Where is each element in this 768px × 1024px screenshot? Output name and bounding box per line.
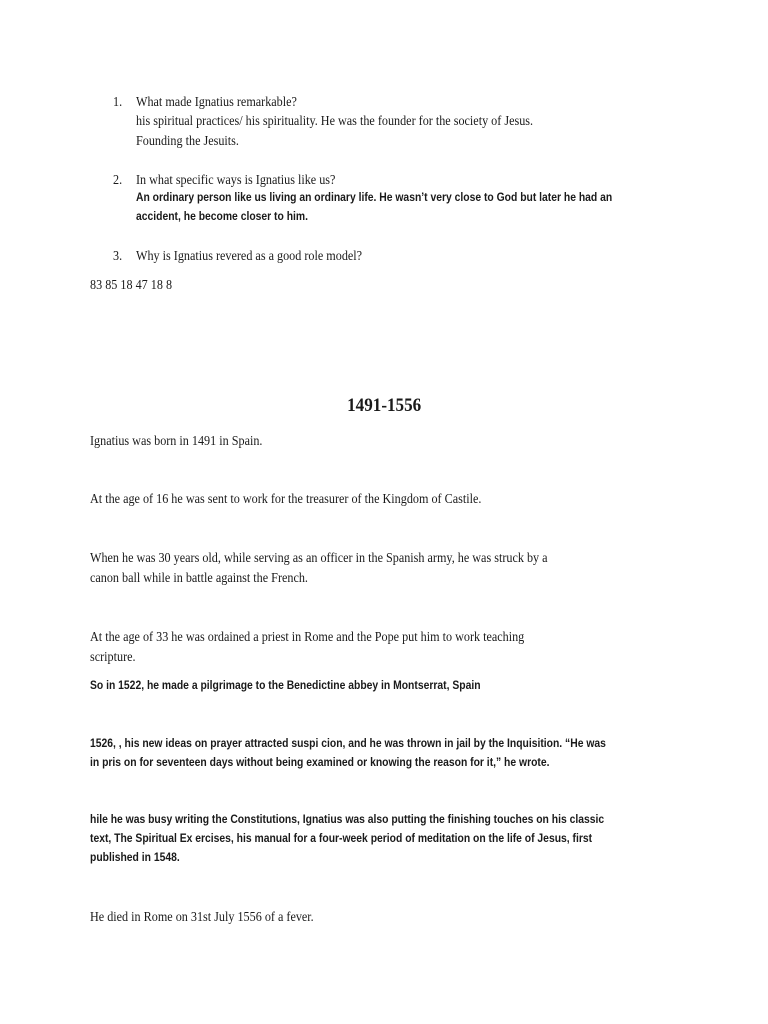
question-number: 3. (113, 248, 123, 263)
paragraph-line: text, The Spiritual Ex ercises, his manual for a four-week period of meditation on the life of Jesus, first (90, 833, 593, 845)
paragraph-line: He died in Rome on 31st July 1556 of a fever. (90, 909, 314, 924)
question-number: 2. (113, 172, 123, 187)
paragraph-line: published in 1548. (90, 852, 180, 864)
answer-line: An ordinary person like us living an ordinary life. He wasn’t very close to God but later he had an (136, 192, 613, 204)
paragraph-line: scripture. (90, 649, 136, 664)
question-number: 1. (113, 94, 123, 109)
question-text: In what specific ways is Ignatius like us? (136, 172, 336, 187)
timeline-heading (0, 395, 768, 417)
answer-line: accident, he become closer to him. (136, 211, 308, 223)
paragraph-line: So in 1522, he made a pilgrimage to the Benedictine abbey in Montserrat, Spain (90, 680, 481, 692)
paragraph-line: hile he was busy writing the Constitutions, Ignatius was also putting the finishing touches on his classic (90, 814, 605, 826)
paragraph-line: Ignatius was born in 1491 in Spain. (90, 433, 263, 448)
paragraph-line: canon ball while in battle against the French. (90, 570, 308, 585)
paragraph-line: When he was 30 years old, while serving as an officer in the Spanish army, he was struck by a (90, 550, 548, 565)
numbers-line: 83 85 18 47 18 8 (90, 277, 173, 292)
paragraph-line: in pris on for seventeen days without being examined or knowing the reason for it,” he wrote. (90, 757, 550, 769)
answer-line: his spiritual practices/ his spirituality. He was the founder for the society of Jesus. (136, 113, 534, 128)
question-text: What made Ignatius remarkable? (136, 94, 297, 109)
paragraph-line: At the age of 33 he was ordained a priest in Rome and the Pope put him to work teaching (90, 629, 525, 644)
paragraph-line: At the age of 16 he was sent to work for the treasurer of the Kingdom of Castile. (90, 491, 482, 506)
paragraph-line: 1526, , his new ideas on prayer attracted suspi cion, and he was thrown in jail by the Inquisition. “He was (90, 738, 606, 750)
question-text: Why is Ignatius revered as a good role model? (136, 248, 363, 263)
timeline-heading-text: 1491-1556 (346, 395, 422, 416)
answer-line: Founding the Jesuits. (136, 133, 239, 148)
